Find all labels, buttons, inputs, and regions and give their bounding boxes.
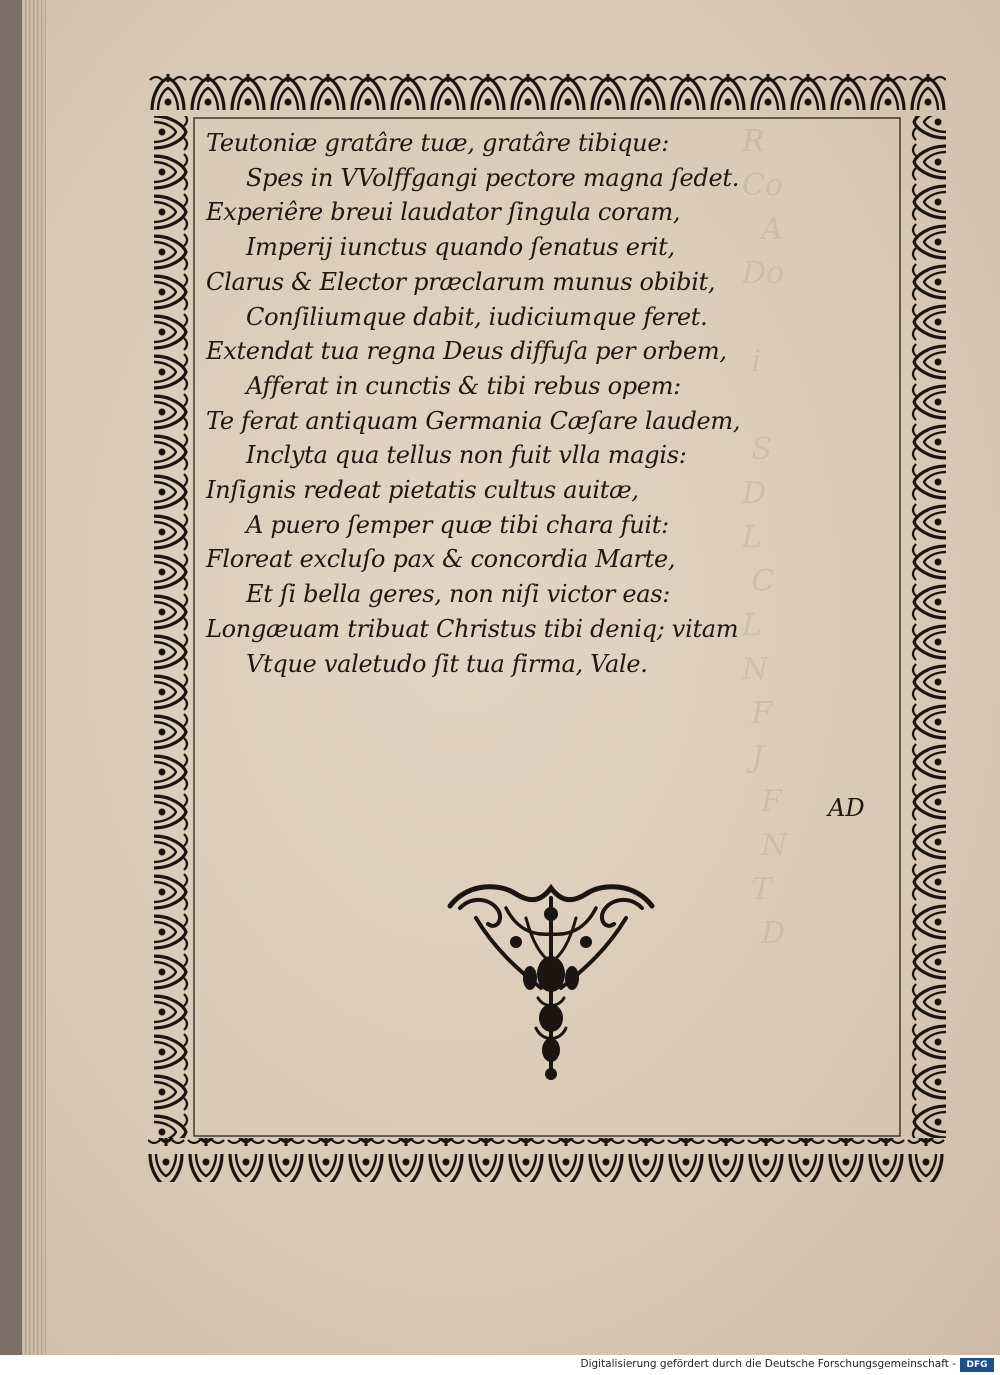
poem-line: Longæuam tribuat Christus tibi deniq; vitam — [206, 614, 739, 643]
poem-line: Et ſi bella geres, non niſi victor eas: — [246, 580, 671, 609]
poem-line: Inſignis redeat pietatis cultus auitæ, — [206, 476, 639, 505]
poem-text — [206, 126, 886, 681]
poem-line: Floreat excluſo pax & concordia Marte, — [206, 545, 676, 574]
poem-line: Afferat in cunctis & tibi rebus opem: — [246, 371, 681, 400]
poem-line: Spes in VVolffgangi pectore magna ſedet. — [246, 163, 740, 192]
poem-line: Imperij iunctus quando ſenatus erit, — [246, 233, 675, 262]
poem-line: Te ferat antiquam Germania Cæſare laudem, — [206, 406, 741, 435]
vignette-ornament-icon — [446, 878, 656, 1083]
show-through-text: R Co A Do i S D L C L N F J F N T D — [742, 124, 788, 951]
dfg-logo-icon[interactable]: DFG — [960, 1358, 994, 1372]
catchword: AD — [828, 794, 865, 822]
digitization-footer — [0, 1355, 1000, 1375]
poem-line: Inclyta qua tellus non fuit vlla magis: — [246, 441, 687, 470]
poem-line: A puero ſemper quæ tibi chara fuit: — [246, 510, 669, 539]
footer-text: Digitalisierung gefördert durch die Deutsche Forschungsgemeinschaft - — [580, 1358, 956, 1370]
poem-line: Extendat tua regna Deus diffuſa per orbem, — [206, 337, 727, 366]
poem-line: Teutoniæ gratâre tuæ, gratâre tibique: — [206, 129, 670, 157]
poem-line: Conſiliumque dabit, iudiciumque feret. — [246, 302, 708, 331]
page-edges — [22, 0, 46, 1355]
poem-line: Vtque valetudo ſit tua firma, Vale. — [246, 649, 648, 678]
ornamental-frame — [148, 72, 946, 1182]
poem-line: Clarus & Elector præclarum munus obibit, — [206, 267, 716, 296]
poem-line: Experiêre breui laudator ſingula coram, — [206, 198, 681, 227]
